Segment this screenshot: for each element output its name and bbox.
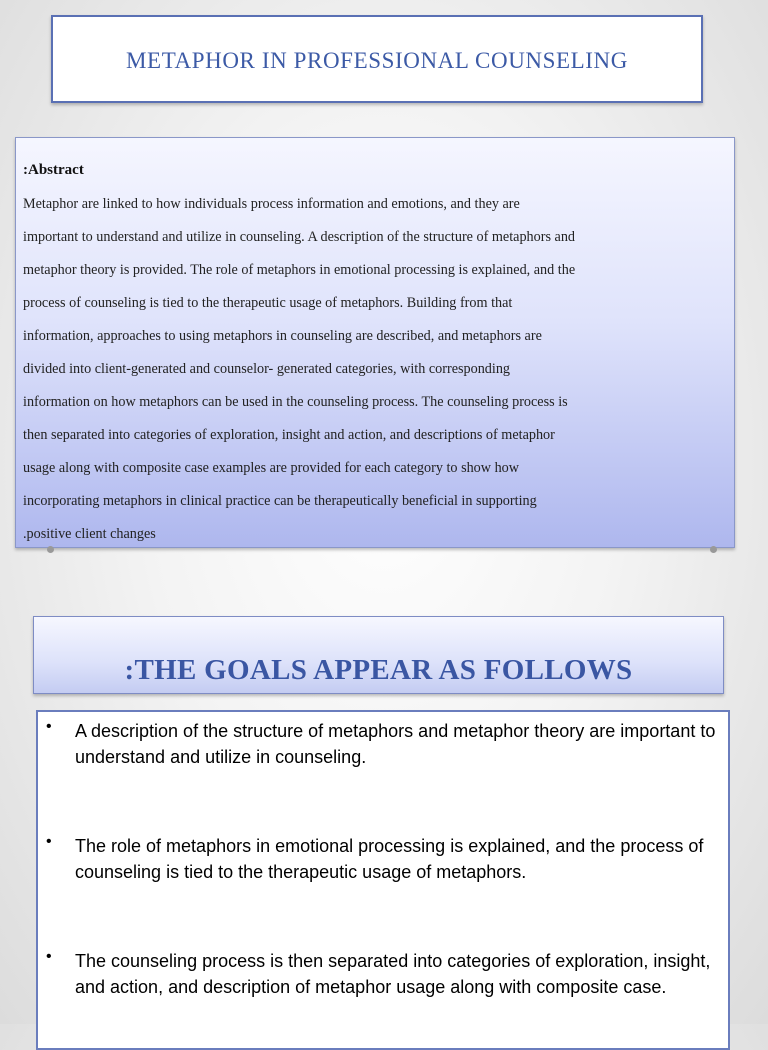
abstract-line: incorporating metaphors in clinical practice can be therapeutically beneficial in supporting (23, 493, 537, 509)
corner-dot-right (710, 546, 717, 553)
abstract-line: usage along with composite case examples are provided for each category to show how (23, 460, 520, 476)
abstract-line: Metaphor are linked to how individuals process information and emotions, and they are (23, 196, 520, 212)
abstract-line: important to understand and utilize in counseling. A description of the structure of metaphors and (23, 229, 576, 245)
abstract-line: divided into client-generated and counselor- generated categories, with corresponding (23, 361, 511, 377)
abstract-line: metaphor theory is provided. The role of metaphors in emotional processing is explained, and the (23, 262, 576, 278)
page-title: METAPHOR IN PROFESSIONAL COUNSELING (126, 48, 628, 73)
abstract-box (15, 137, 735, 548)
goals-list (36, 710, 730, 1050)
abstract-line: information on how metaphors can be used in the counseling process. The counseling process is (23, 394, 568, 410)
abstract-line: information, approaches to using metaphors in counseling are described, and metaphors are (23, 328, 542, 344)
goals-header-box (33, 616, 724, 694)
goal-text: The counseling process is then separated into categories of exploration, insight, and action, and description of metaphor usage along with composite case. (75, 951, 711, 997)
abstract-line: process of counseling is tied to the therapeutic usage of metaphors. Building from that (23, 295, 513, 311)
goal-text: A description of the structure of metaphors and metaphor theory are important to understand and utilize in counseling. (75, 721, 716, 767)
bullet-icon: • (46, 948, 52, 965)
goals-title: :THE GOALS APPEAR AS FOLLOWS (124, 654, 633, 686)
bullet-icon: • (46, 833, 52, 850)
abstract-heading: :Abstract (23, 162, 84, 178)
title-box (51, 15, 703, 103)
abstract-line: then separated into categories of exploration, insight and action, and descriptions of metaphor (23, 427, 555, 443)
goal-text: The role of metaphors in emotional processing is explained, and the process of counseling is tied to the therapeutic usage of metaphors. (75, 836, 704, 882)
abstract-line: .positive client changes (23, 526, 156, 542)
corner-dot-left (47, 546, 54, 553)
bullet-icon: • (46, 718, 52, 735)
